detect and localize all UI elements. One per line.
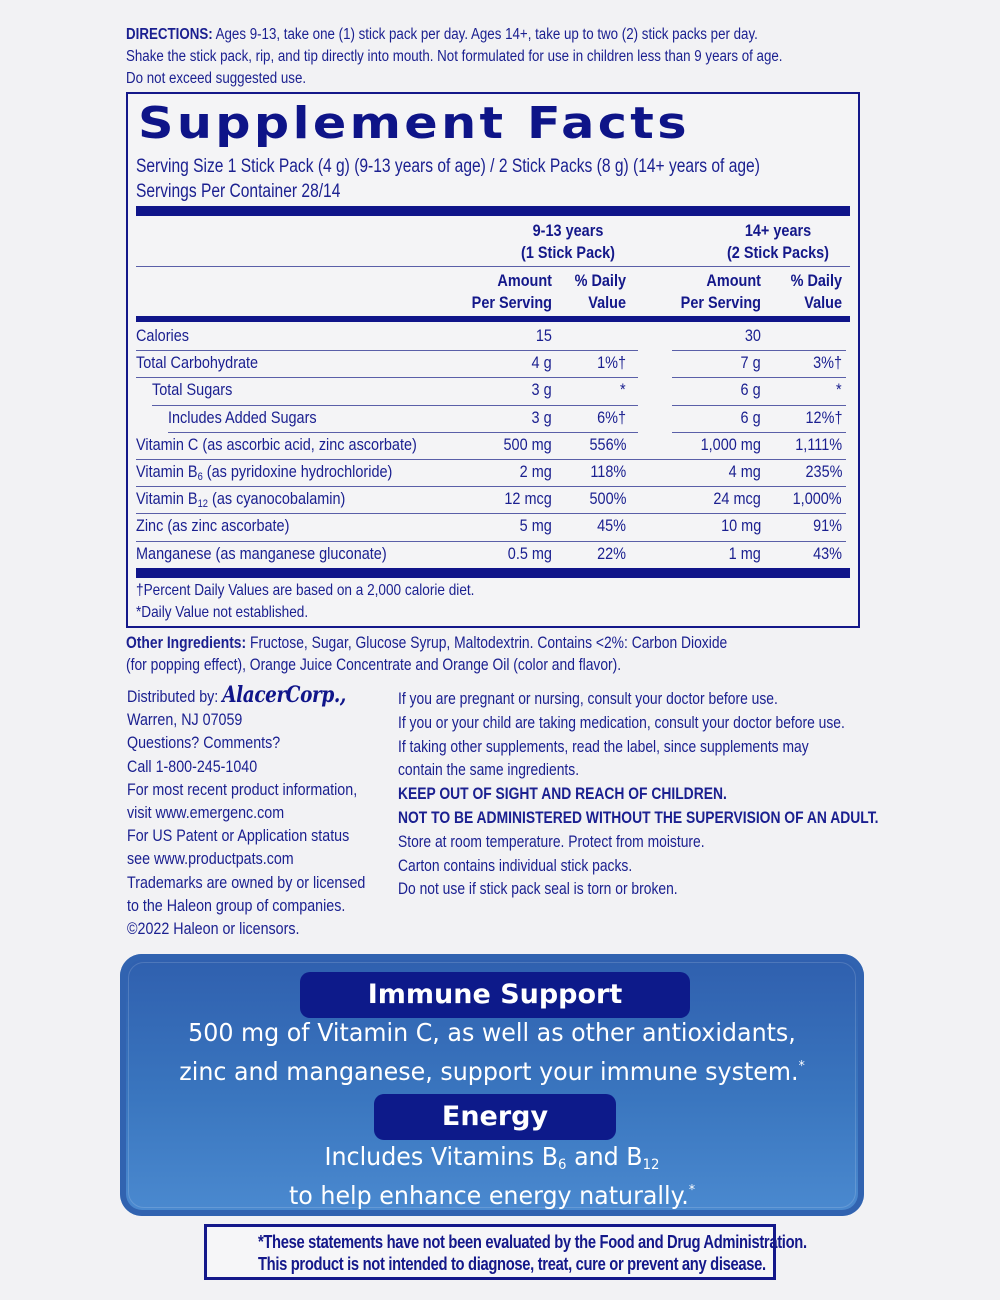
daily-value-14plus: 1,111% [795,434,842,454]
distributor-phone: Call 1-800-245-1040 [127,756,258,776]
daily-value-9-13: * [620,380,626,400]
patent-website: see www.productpats.com [127,849,294,869]
claims-panel [120,954,864,1216]
row-divider [672,350,846,351]
amount-14plus: 6 g [740,380,761,400]
nutrient-label: Vitamin C (as ascorbic acid, zinc ascorbate) [136,434,417,454]
daily-value-14plus: 235% [805,462,842,481]
amount-9-13: 5 mg [519,516,552,536]
amount-14plus: 6 g [740,407,761,427]
amount-14plus: 30 [744,326,761,345]
warning-line: If you are pregnant or nursing, consult your doctor before use. [398,690,778,708]
distributor-line: Questions? Comments? [127,733,281,753]
divider-header [136,266,850,267]
directions-line-2: Shake the stick pack, rip, and tip directly into mouth. Not formulated for use in children less than 9 years of age. [126,48,783,65]
nutrient-label: Total Carbohydrate [136,353,259,373]
daily-value-14plus: * [836,380,842,400]
daily-value-9-13: 1%† [597,353,626,373]
divider-thick-mid [136,316,850,322]
serving-size: Serving Size 1 Stick Pack (4 g) (9-13 years of age) / 2 Stick Packs (8 g) (14+ years of age) [136,156,760,177]
energy-claim-line-1: Includes Vitamins $B_6$ and $B_{12}$ [324,1142,660,1173]
subhead-amount-2: Amount Per Serving [680,271,761,312]
directions-label: DIRECTIONS: [126,26,213,43]
amount-9-13: 2 mg [519,462,552,481]
serving-info [136,154,874,204]
nutrient-label: Zinc (as zinc ascorbate) [136,516,290,536]
row-divider [672,377,846,378]
row-divider [672,405,846,406]
footnote-dv: †Percent Daily Values are based on a 2,000 calorie diet. [136,582,475,599]
warning-bold: KEEP OUT OF SIGHT AND REACH OF CHILDREN. [398,785,727,804]
amount-14plus: 7 g [740,353,761,373]
nutrient-label: Vitamin $B_6$ (as pyridoxine hydrochloride) [136,462,393,483]
daily-value-14plus: 91% [813,516,842,536]
distributor-line: For US Patent or Application status [127,826,350,846]
disclaimer-line-1: *These statements have not been evaluated by the Food and Drug Administration. [257,1232,807,1252]
daily-value-9-13: 500% [589,489,626,509]
amount-9-13: 0.5 mg [507,543,552,563]
servings-per-container: Servings Per Container 28/14 [136,181,341,202]
subhead-dv-2: % Daily Value [790,271,842,312]
supplement-facts-title: Supplement Facts [138,98,690,149]
directions-line-3: Do not exceed suggested use. [126,70,307,87]
amount-9-13: 4 g [531,353,552,373]
divider-thick-top [136,206,850,216]
daily-value-9-13: 6%† [597,407,626,427]
row-divider [136,377,638,378]
daily-value-9-13: 22% [597,543,626,563]
amount-14plus: 1,000 mg [700,434,761,454]
fda-disclaimer [204,1224,807,1280]
immune-support-badge: Immune Support [300,972,690,1018]
row-divider [136,513,846,514]
daily-value-9-13: 556% [589,434,626,454]
amount-9-13: 500 mg [503,434,552,454]
amount-9-13: 3 g [531,407,552,427]
other-ingredients: Other Ingredients: Fructose, Sugar, Glucose Syrup, Maltodextrin. Contains <2%: Carbon Dioxide (for popping effect), Orange Juice Concentrate and Orange Oil (color and flavor). [126,634,728,674]
distributor-info [127,684,396,940]
alacer-corp-logo: AlacerCorp., [222,682,346,708]
distributor-line: For most recent product information, [127,779,358,799]
amount-14plus: 4 mg [728,462,761,481]
distributor-line: Warren, NJ 07059 [127,710,243,730]
storage-line: Carton contains individual stick packs. [398,856,633,875]
row-divider [168,432,638,433]
warning-bold: NOT TO BE ADMINISTERED WITHOUT THE SUPERVISION OF AN ADULT. [398,808,879,827]
distributor-line: to the Haleon group of companies. [127,895,346,915]
warning-line: contain the same ingredients. [398,761,580,780]
nutrient-label: Total Sugars [152,380,233,400]
row-divider [136,350,638,351]
subhead-dv-1: % Daily Value [574,271,626,312]
daily-value-14plus: 12%† [805,407,842,427]
distributor-website: visit www.emergenc.com [127,803,285,823]
disclaimer-line-2: This product is not intended to diagnose, treat, cure or prevent any disease. [257,1254,766,1274]
group-header-14plus: 14+ years (2 Stick Packs) [726,221,829,262]
supplement-facts-panel [126,92,860,628]
footnote-not-established: *Daily Value not established. [136,604,309,621]
amount-9-13: 15 [535,326,552,345]
subhead-amount-1: Amount Per Serving [471,271,552,312]
row-divider [152,405,638,406]
amount-9-13: 3 g [531,380,552,400]
row-divider [136,541,846,542]
energy-badge: Energy [374,1094,616,1140]
nutrient-label: Manganese (as manganese gluconate) [136,543,387,563]
storage-line: Do not use if stick pack seal is torn or broken. [398,880,678,899]
amount-9-13: 12 mcg [504,489,552,509]
daily-value-14plus: 3%† [813,353,842,373]
copyright: ©2022 Haleon or licensors. [127,919,300,939]
amount-14plus: 1 mg [728,543,761,563]
row-divider [672,432,846,433]
distributor-line: Trademarks are owned by or licensed [127,872,366,892]
warnings [398,688,879,902]
nutrient-label: Includes Added Sugars [168,407,317,427]
amount-14plus: 10 mg [720,516,761,536]
nutrient-label: Calories [136,326,190,345]
divider-thick-bottom [136,568,850,578]
daily-value-14plus: 43% [813,543,842,563]
daily-value-9-13: 45% [597,516,626,536]
daily-value-14plus: 1,000% [792,489,842,509]
nutrient-label: Vitamin $B_{12}$ (as cyanocobalamin) [136,489,346,511]
row-divider [136,459,846,460]
directions-line-1: DIRECTIONS: Ages 9-13, take one (1) stick pack per day. Ages 14+, take up to two (2) stick packs per day. [126,26,758,43]
row-divider [136,486,846,487]
daily-value-9-13: 118% [590,462,626,481]
distributed-by: Distributed by: AlacerCorp., [127,682,346,708]
energy-claim-line-2: to help enhance energy naturally.* [288,1181,696,1210]
group-header-9-13: 9-13 years (1 Stick Pack) [521,221,615,262]
warning-line: If you or your child are taking medication, consult your doctor before use. [398,713,845,732]
directions [126,24,866,90]
immune-claim-line-1: 500 mg of Vitamin C, as well as other antioxidants, [188,1018,796,1047]
storage-line: Store at room temperature. Protect from moisture. [398,832,705,851]
immune-claim-line-2: zinc and manganese, support your immune system.* [179,1057,805,1086]
amount-14plus: 24 mcg [713,489,761,509]
warning-line: If taking other supplements, read the label, since supplements may [398,737,809,756]
other-ingredients-label: Other Ingredients: [126,634,247,652]
